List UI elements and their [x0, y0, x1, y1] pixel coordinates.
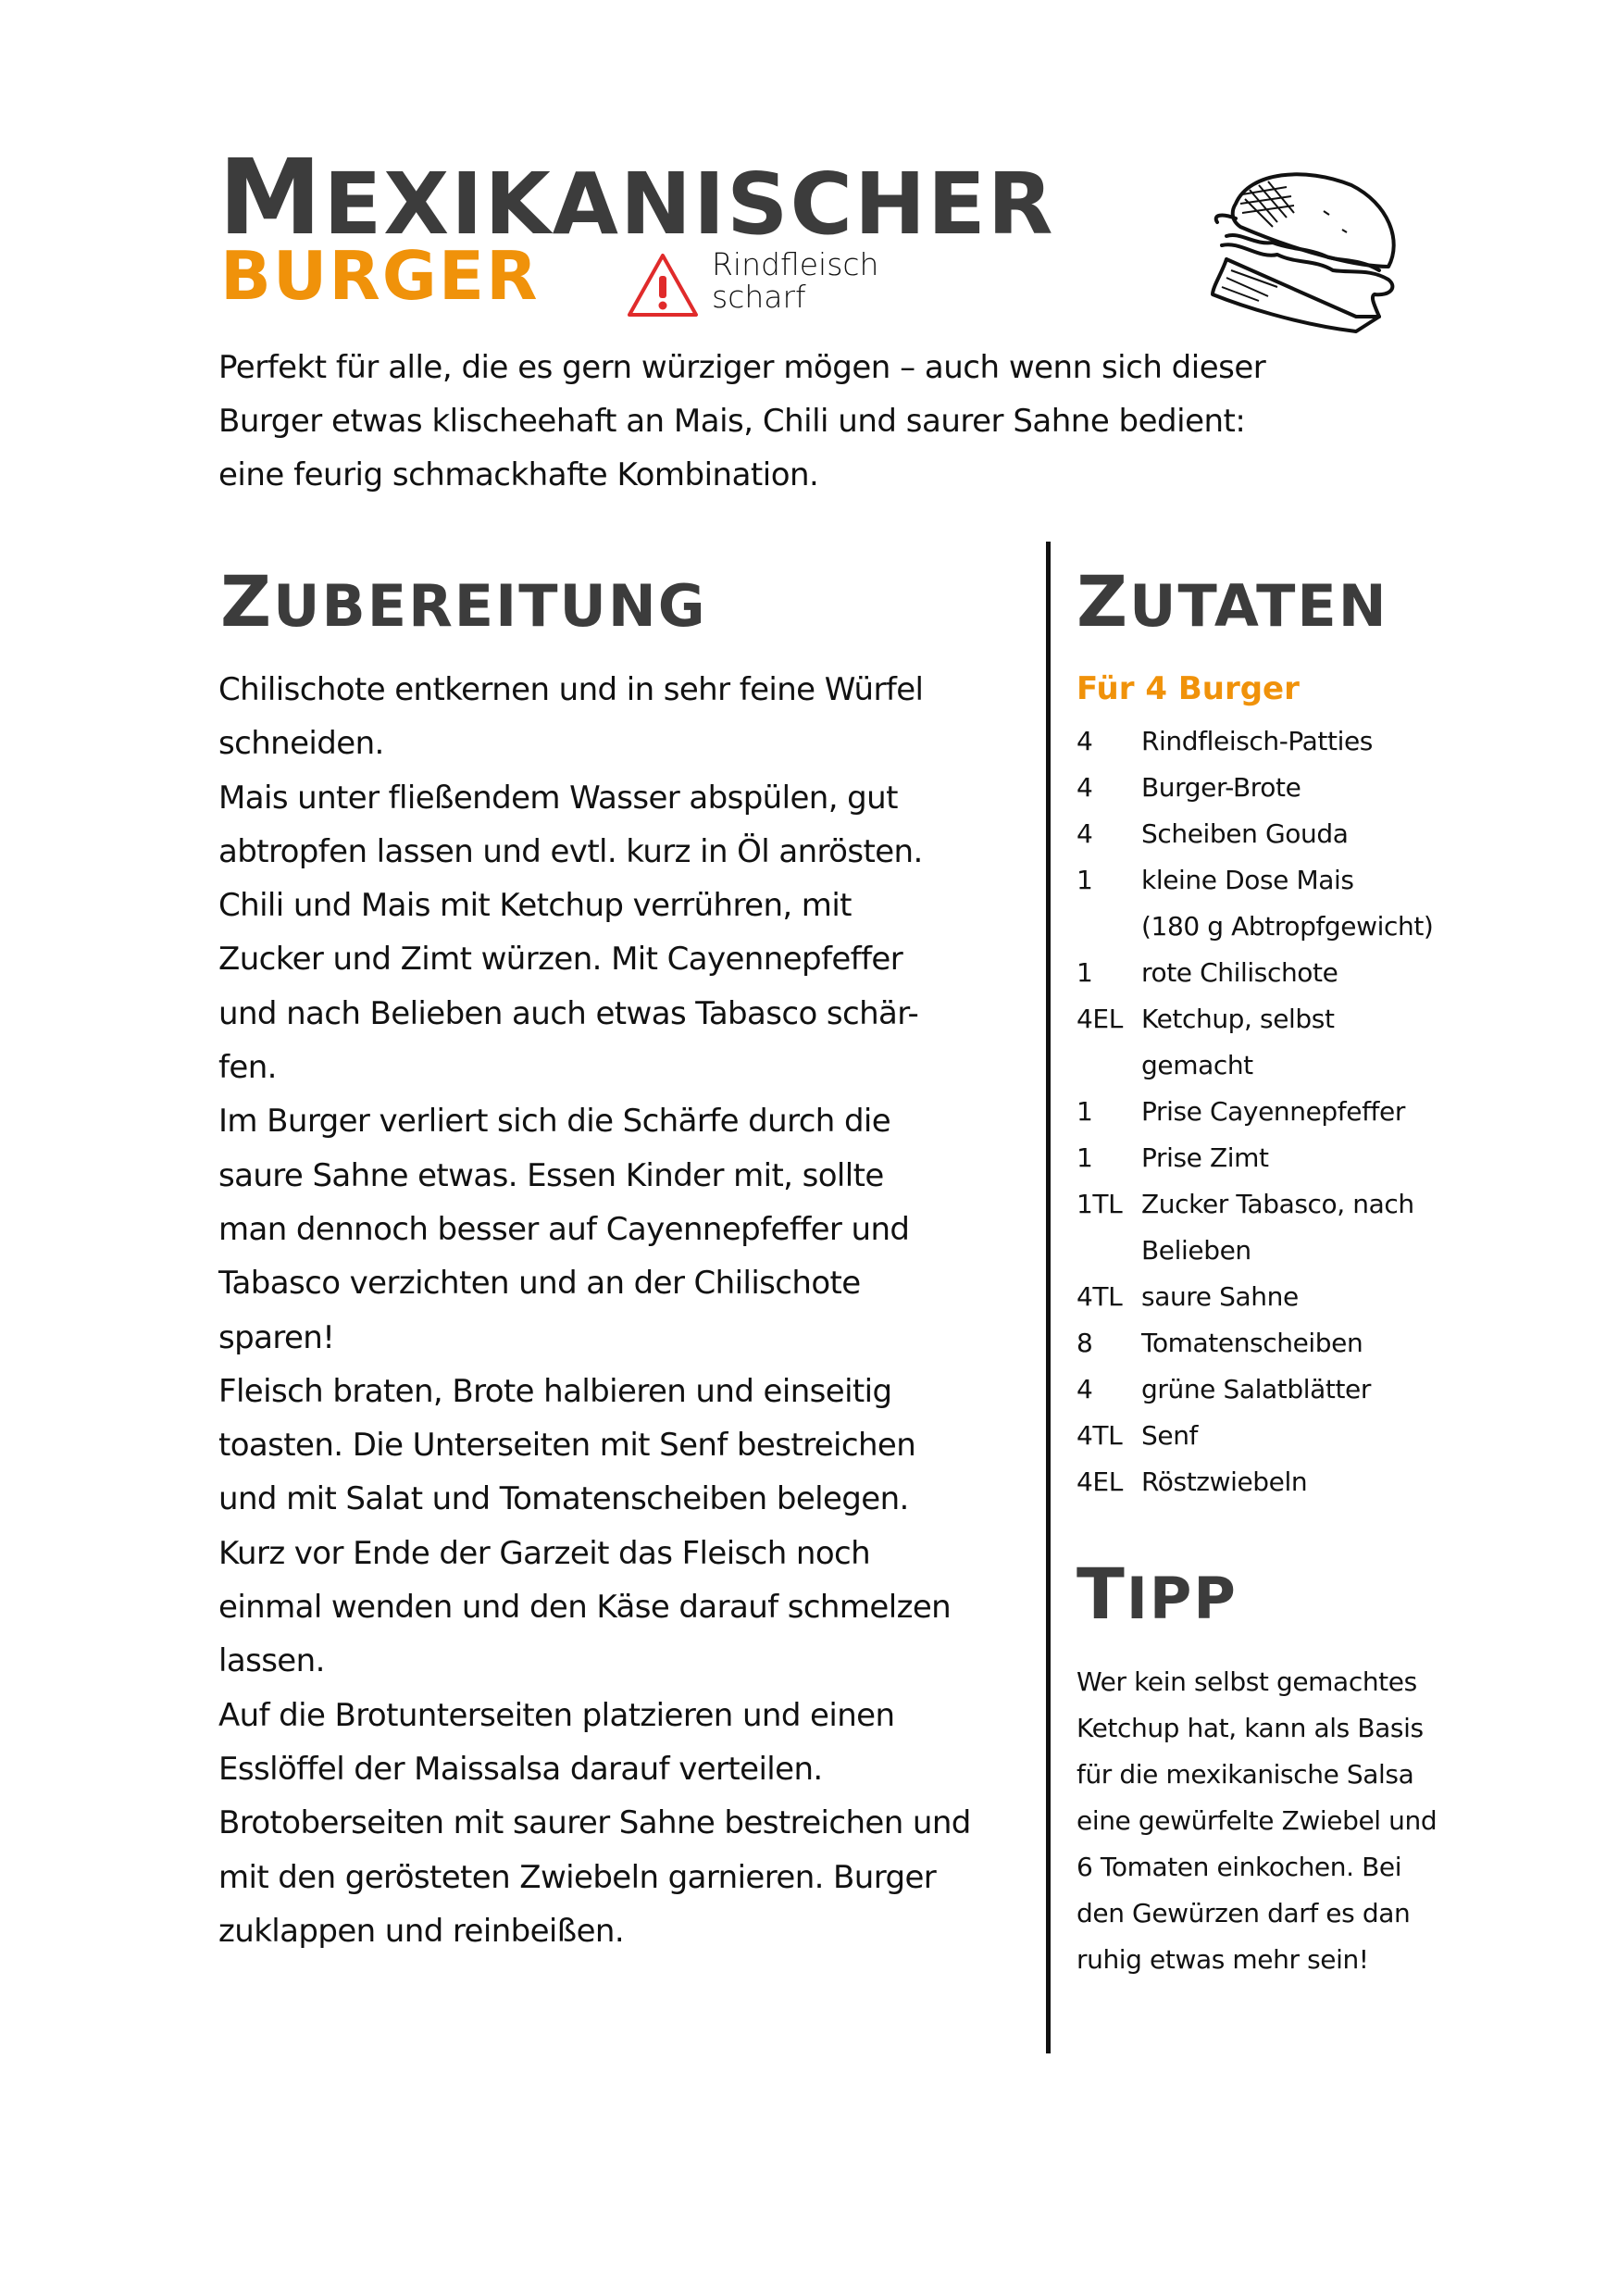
ingredient-qty: 1TL: [1077, 1189, 1123, 1219]
recipe-subtitle: BURGER: [220, 237, 540, 315]
intro-line: Perfekt für alle, die es gern würziger mögen – auch wenn sich dieser: [218, 349, 1266, 386]
tip-line: ruhig etwas mehr sein!: [1077, 1944, 1369, 1975]
preparation-line: Auf die Brotunterseiten platzieren und einen: [218, 1696, 895, 1734]
preparation-line: mit den gerösteten Zwiebeln garnieren. Burger: [218, 1858, 937, 1896]
ingredient-row: [1077, 950, 1465, 996]
ingredient-name: [1141, 950, 1465, 996]
ingredient-qty: 4: [1077, 726, 1093, 756]
ingredient-name: [1141, 1366, 1465, 1413]
ingredient-name-line: Belieben: [1141, 1235, 1251, 1266]
ingredient-name-line: Tomatenscheiben: [1141, 1328, 1363, 1358]
preparation-line: Zucker und Zimt würzen. Mit Cayennepfeffer: [218, 941, 903, 979]
ingredient-row: [1077, 718, 1465, 765]
heading-rest: IPP: [1126, 1565, 1238, 1632]
preparation-heading: [220, 560, 707, 643]
ingredient-qty: 4: [1077, 1374, 1093, 1404]
preparation-line: Fleisch braten, Brote halbieren und einseitig: [218, 1372, 892, 1410]
ingredient-qty: 1: [1077, 1142, 1093, 1173]
recipe-tags: [712, 248, 878, 313]
ingredient-row: [1077, 1089, 1465, 1135]
heading-initial: Z: [220, 560, 274, 643]
heading-rest: UBEREITUNG: [273, 572, 707, 640]
tip-line: den Gewürzen darf es dan: [1077, 1898, 1411, 1928]
preparation-line: Chili und Mais mit Ketchup verrühren, mit: [218, 887, 852, 925]
ingredient-row: [1077, 1459, 1465, 1505]
ingredient-qty: 4EL: [1077, 1004, 1123, 1034]
ingredient-name-line: rote Chilischote: [1141, 957, 1338, 988]
ingredient-name-line: Zucker Tabasco, nach: [1141, 1189, 1414, 1219]
ingredient-qty: 4TL: [1077, 1281, 1123, 1312]
ingredient-name-line: Ketchup, selbst: [1141, 1004, 1335, 1034]
ingredient-row: [1077, 1274, 1465, 1320]
ingredient-name: [1141, 765, 1465, 811]
ingredient-name: [1141, 1459, 1465, 1505]
tip-line: für die mexikanische Salsa: [1077, 1759, 1414, 1790]
tag-spicy: scharf: [712, 279, 806, 315]
ingredient-qty: 4: [1077, 818, 1093, 849]
preparation-steps: [218, 663, 1033, 1958]
ingredient-row: [1077, 1135, 1465, 1181]
recipe-title: [218, 138, 1055, 258]
warning-triangle-icon: [626, 252, 700, 318]
intro-line: eine feurig schmackhafte Kombination.: [218, 456, 819, 493]
ingredient-name: [1141, 1181, 1465, 1274]
title-initial: M: [218, 138, 324, 258]
ingredient-name-line: gemacht: [1141, 1050, 1253, 1080]
tag-meat: Rindfleisch: [712, 246, 879, 282]
ingredient-qty: 8: [1077, 1328, 1093, 1358]
ingredient-name-line: Rindfleisch-Patties: [1141, 726, 1373, 756]
intro-paragraph: [218, 341, 1422, 502]
ingredient-name: [1141, 1274, 1465, 1320]
ingredient-qty: 4: [1077, 772, 1093, 803]
tip-heading: [1077, 1553, 1238, 1635]
preparation-line: Mais unter fließendem Wasser abspülen, gut: [218, 779, 898, 817]
ingredient-qty: 4TL: [1077, 1420, 1123, 1451]
ingredient-row: [1077, 765, 1465, 811]
preparation-line: Im Burger verliert sich die Schärfe durch die: [218, 1103, 891, 1141]
preparation-line: Kurz vor Ende der Garzeit das Fleisch noch: [218, 1534, 871, 1572]
ingredient-name-line: kleine Dose Mais: [1141, 865, 1354, 895]
tip-line: Ketchup hat, kann als Basis: [1077, 1713, 1424, 1743]
intro-line: Burger etwas klischeehaft an Mais, Chili und saurer Sahne bedient:: [218, 403, 1246, 440]
preparation-line: Esslöffel der Maissalsa darauf verteilen.: [218, 1750, 823, 1788]
ingredient-name-line: Scheiben Gouda: [1141, 818, 1349, 849]
title-rest: EXIKANISCHER: [323, 155, 1055, 254]
preparation-line: einmal wenden und den Käse darauf schmelzen: [218, 1589, 952, 1627]
ingredient-qty: 1: [1077, 865, 1093, 895]
tip-line: 6 Tomaten einkochen. Bei: [1077, 1852, 1402, 1882]
preparation-line: schneiden.: [218, 725, 384, 763]
ingredient-row: [1077, 1320, 1465, 1366]
ingredient-qty: 4EL: [1077, 1466, 1123, 1497]
ingredient-name-line: Burger-Brote: [1141, 772, 1301, 803]
ingredient-name-line: Senf: [1141, 1420, 1199, 1451]
preparation-line: fen.: [218, 1049, 277, 1087]
tip-text: [1077, 1659, 1465, 1983]
preparation-line: sparen!: [218, 1318, 335, 1356]
ingredient-name: [1141, 1089, 1465, 1135]
ingredients-list: [1077, 718, 1465, 1505]
ingredient-name-line: grüne Salatblätter: [1141, 1374, 1371, 1404]
ingredient-name: [1141, 1413, 1465, 1459]
heading-initial: Z: [1077, 560, 1130, 643]
ingredient-row: [1077, 811, 1465, 857]
ingredient-name: [1141, 1135, 1465, 1181]
ingredient-name: [1141, 1320, 1465, 1366]
preparation-line: und nach Belieben auch etwas Tabasco schär-: [218, 994, 919, 1032]
preparation-line: abtropfen lassen und evtl. kurz in Öl anrösten.: [218, 832, 923, 870]
servings-label: Für 4 Burger: [1077, 670, 1300, 707]
preparation-line: und mit Salat und Tomatenscheiben belegen.: [218, 1480, 909, 1518]
ingredient-name-line: (180 g Abtropfgewicht): [1141, 911, 1434, 942]
ingredient-qty: 1: [1077, 957, 1093, 988]
ingredient-qty: 1: [1077, 1096, 1093, 1127]
ingredient-row: [1077, 857, 1465, 950]
ingredients-heading: [1077, 560, 1388, 643]
heading-rest: UTATEN: [1129, 572, 1388, 640]
preparation-line: Chilischote entkernen und in sehr feine Würfel: [218, 671, 924, 708]
preparation-line: man dennoch besser auf Cayennepfeffer und: [218, 1210, 910, 1248]
heading-initial: T: [1077, 1553, 1126, 1635]
burger-illustration-icon: [1185, 157, 1398, 333]
preparation-line: Tabasco verzichten und an der Chilischote: [218, 1265, 861, 1303]
ingredient-name-line: Röstzwiebeln: [1141, 1466, 1308, 1497]
column-divider: [1046, 542, 1051, 2053]
ingredient-row: [1077, 1413, 1465, 1459]
preparation-line: saure Sahne etwas. Essen Kinder mit, sollte: [218, 1156, 884, 1194]
preparation-line: toasten. Die Unterseiten mit Senf bestreichen: [218, 1427, 916, 1465]
ingredient-name-line: Prise Zimt: [1141, 1142, 1269, 1173]
tip-line: Wer kein selbst gemachtes: [1077, 1666, 1417, 1697]
preparation-line: Brotoberseiten mit saurer Sahne bestreichen und: [218, 1804, 971, 1842]
ingredient-name-line: saure Sahne: [1141, 1281, 1299, 1312]
ingredient-row: [1077, 1181, 1465, 1274]
ingredient-name: [1141, 811, 1465, 857]
ingredient-row: [1077, 996, 1465, 1089]
preparation-line: lassen.: [218, 1642, 325, 1680]
ingredient-name: [1141, 718, 1465, 765]
tip-line: eine gewürfelte Zwiebel und: [1077, 1805, 1438, 1836]
ingredient-row: [1077, 1366, 1465, 1413]
ingredient-name: [1141, 857, 1465, 950]
preparation-line: zuklappen und reinbeißen.: [218, 1912, 625, 1950]
ingredient-name: [1141, 996, 1465, 1089]
ingredient-name-line: Prise Cayennepfeffer: [1141, 1096, 1405, 1127]
